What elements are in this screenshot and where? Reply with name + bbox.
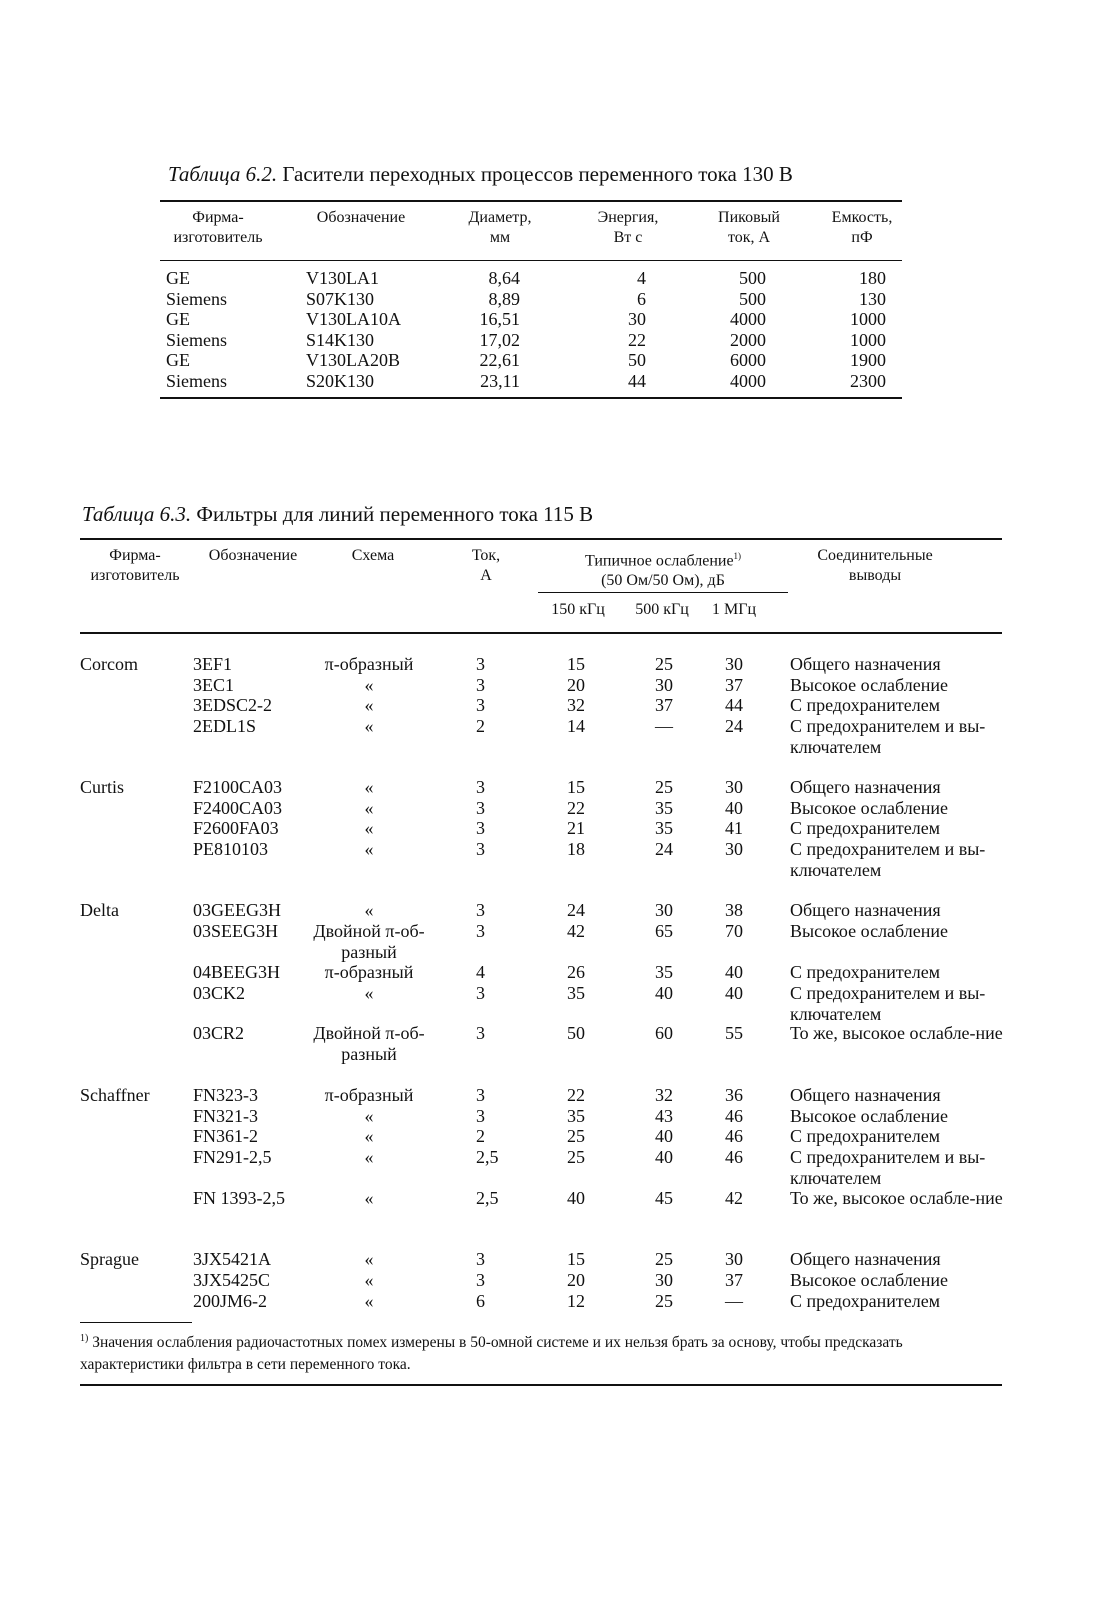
table2-cell-terminals: Высокое ослабление	[790, 1270, 948, 1290]
table2-cell-terminals: С предохранителем и вы-ключателем	[790, 839, 986, 880]
table2-header-designation: Обозначение	[208, 547, 298, 564]
table2-cell-circuit: «	[364, 983, 374, 1003]
table2-cell-a500: 30	[655, 675, 673, 695]
table2-cell-model: 3JX5421A	[193, 1249, 272, 1269]
table2-cell-model: 200JM6-2	[193, 1291, 268, 1311]
table2-cell-model: FN 1393-2,5	[193, 1188, 286, 1208]
table1-cell-capacitance: 130	[859, 288, 886, 309]
table2-cell-model: 3EDSC2-2	[193, 695, 273, 715]
table2-cell-circuit: π-образный	[324, 962, 414, 982]
table2-cell-terminals: С предохранителем	[790, 1126, 941, 1146]
table1-header-cell: Емкость, пФ	[831, 209, 893, 246]
table2-cell-current: 3	[476, 1270, 485, 1290]
table2-cell-a1m: 44	[725, 695, 743, 715]
table1-cell-maker: GE	[166, 309, 190, 329]
table2-cell-a1m: 30	[725, 1249, 743, 1269]
table2-cell-maker: Corcom	[80, 654, 138, 674]
table2-cell-circuit: «	[364, 900, 374, 920]
table2-cell-a150: 35	[567, 983, 585, 1003]
table2-cell-current: 6	[476, 1291, 485, 1311]
table2-cell-maker: Sprague	[80, 1249, 139, 1269]
table2-cell-current: 3	[476, 695, 485, 715]
table2-cell-current: 3	[476, 777, 485, 797]
table2-cell-circuit: «	[364, 675, 374, 695]
table2-cell-a1m: 55	[725, 1023, 743, 1043]
table2-header-circuit: Схема	[351, 547, 395, 564]
table1-cell-designation: V130LA10A	[306, 309, 401, 329]
table2-cell-current: 4	[476, 962, 485, 982]
table1-cell-designation: V130LA1	[306, 268, 379, 288]
table2-cell-circuit: «	[364, 716, 374, 736]
table2-cell-terminals: С предохранителем	[790, 818, 941, 838]
table2-cell-a1m: 46	[725, 1126, 743, 1146]
table1-cell-energy: 30	[628, 309, 646, 329]
table2-cell-a150: 21	[567, 818, 585, 838]
table2-cell-terminals: Высокое ослабление	[790, 798, 948, 818]
attenuation-footnote-ref: 1)	[733, 551, 742, 561]
table2-cell-circuit: Двойной π-об-разный	[313, 1023, 425, 1064]
table1-cell-diameter: 17,02	[479, 329, 520, 350]
table1-cell-peak-current: 2000	[730, 329, 766, 350]
table2-cell-circuit: «	[364, 1291, 374, 1311]
table2-cell-a150: 15	[567, 1249, 585, 1269]
table2-cell-model: 2EDL1S	[193, 716, 256, 736]
table2-cell-a150: 20	[567, 1270, 585, 1290]
table2-cell-current: 3	[476, 798, 485, 818]
table1-cell-designation: S14K130	[306, 329, 375, 350]
table1-cell-maker: Siemens	[166, 329, 227, 350]
table2-caption-text: Фильтры для линий переменного тока 115 В	[196, 502, 594, 526]
table2-cell-terminals: Общего назначения	[790, 1249, 941, 1269]
table2-cell-current: 3	[476, 983, 485, 1003]
table2-cell-a150: 26	[567, 962, 585, 982]
table2-cell-model: F2400CA03	[193, 798, 283, 818]
table2-cell-a150: 22	[567, 1085, 585, 1105]
table2-cell-a500: 40	[655, 1147, 673, 1167]
table1-cell-energy: 22	[628, 329, 646, 350]
table2-cell-a150: 15	[567, 654, 585, 674]
table2-header-current: Ток, А	[471, 547, 501, 584]
table2-cell-current: 3	[476, 1106, 485, 1126]
table2-cell-a150: 24	[567, 900, 585, 920]
table1-cell-capacitance: 1900	[850, 350, 886, 370]
table2-cell-circuit: «	[364, 1249, 374, 1269]
table2-cell-terminals: Общего назначения	[790, 777, 941, 797]
table2-cell-circuit: «	[364, 818, 374, 838]
table2-cell-circuit: «	[364, 695, 374, 715]
table2-cell-current: 3	[476, 839, 485, 859]
table2-header-rule	[80, 632, 1002, 634]
table1-cell-designation: S20K130	[306, 370, 375, 391]
table2-cell-a150: 35	[567, 1106, 585, 1126]
table1-cell-peak-current: 4000	[730, 309, 766, 329]
table1-cell-peak-current: 500	[739, 288, 766, 309]
table2-cell-terminals: С предохранителем	[790, 962, 941, 982]
table1-header-rule	[160, 260, 902, 261]
table2-cell-a150: 25	[567, 1147, 585, 1167]
table1-caption-label: Таблица 6.2.	[168, 162, 278, 186]
table2-cell-current: 2,5	[476, 1188, 499, 1208]
table2-cell-a500: 32	[655, 1085, 673, 1105]
table2-cell-a500: 40	[655, 1126, 673, 1146]
table2-cell-model: 3JX5425C	[193, 1270, 271, 1290]
table2-cell-a1m: 30	[725, 654, 743, 674]
table1-cell-capacitance: 1000	[850, 309, 886, 329]
table2-cell-maker: Schaffner	[80, 1085, 150, 1105]
table1-cell-maker: GE	[166, 350, 190, 370]
table2-cell-a1m: 38	[725, 900, 743, 920]
table2-header-freq-1m: 1 МГц	[711, 601, 757, 618]
table2-cell-a500: 25	[655, 1249, 673, 1269]
table2-cell-a150: 22	[567, 798, 585, 818]
table1-header-cell: Пиковый ток, А	[718, 209, 780, 246]
table2-cell-current: 3	[476, 818, 485, 838]
table2-cell-terminals: С предохранителем и вы-ключателем	[790, 983, 986, 1024]
table2-cell-current: 3	[476, 654, 485, 674]
table2-cell-circuit: «	[364, 1270, 374, 1290]
table1-cell-designation: V130LA20B	[306, 350, 400, 370]
table2-cell-terminals: То же, высокое ослабле-ние	[790, 1023, 1003, 1043]
table2-cell-a1m: 30	[725, 777, 743, 797]
table2-cell-a150: 50	[567, 1023, 585, 1043]
table2-cell-circuit: «	[364, 1147, 374, 1167]
table2-cell-a500: 45	[655, 1188, 673, 1208]
table1-cell-peak-current: 6000	[730, 350, 766, 370]
table2-cell-model: FN291-2,5	[193, 1147, 272, 1167]
table2-cell-a150: 15	[567, 777, 585, 797]
table2-cell-model: 03CR2	[193, 1023, 245, 1043]
table2-cell-a500: —	[655, 716, 673, 736]
table1-cell-diameter: 22,61	[479, 350, 520, 370]
table2-cell-maker: Delta	[80, 900, 119, 920]
table2-cell-model: 03SEEG3H	[193, 921, 278, 941]
table2-header-freq-500: 500 кГц	[635, 601, 689, 618]
table2-cell-a150: 25	[567, 1126, 585, 1146]
table1-bottom-rule	[160, 397, 902, 399]
table1-cell-peak-current: 500	[739, 268, 766, 288]
table2-header-terminals: Соединительные выводы	[817, 547, 933, 584]
table2-cell-circuit: «	[364, 1126, 374, 1146]
table1-header-cell: Фирма- изготовитель	[173, 209, 263, 246]
table2-cell-circuit: «	[364, 1106, 374, 1126]
table2-cell-a500: 24	[655, 839, 673, 859]
table2-cell-terminals: То же, высокое ослабле-ние	[790, 1188, 1003, 1208]
table2-cell-a500: 35	[655, 962, 673, 982]
table2-cell-terminals: Общего назначения	[790, 654, 941, 674]
table1-cell-diameter: 16,51	[479, 309, 520, 329]
table2-cell-a500: 25	[655, 777, 673, 797]
table1-cell-capacitance: 2300	[850, 370, 886, 391]
table2-cell-model: 3EC1	[193, 675, 235, 695]
table1-cell-maker: GE	[166, 268, 190, 288]
table2-cell-model: 04BEEG3H	[193, 962, 280, 982]
table2-cell-a150: 20	[567, 675, 585, 695]
table2-cell-terminals: С предохранителем и вы-ключателем	[790, 716, 986, 757]
footnote-text: Значения ослабления радиочастотных помех измерены в 50-омной системе и их нельзя брать за основу, чтобы предсказать характеристики фильтра в сети переменного тока.	[80, 1334, 903, 1374]
table2-cell-a150: 42	[567, 921, 585, 941]
table2-cell-model: FN321-3	[193, 1106, 259, 1126]
table2-cell-model: 3EF1	[193, 654, 233, 674]
table2-cell-current: 3	[476, 921, 485, 941]
table2-cell-terminals: Высокое ослабление	[790, 1106, 948, 1126]
table2-cell-a1m: 40	[725, 798, 743, 818]
table2-cell-current: 2	[476, 1126, 485, 1146]
table2-cell-current: 3	[476, 900, 485, 920]
table2-cell-a500: 60	[655, 1023, 673, 1043]
table2-cell-a1m: 36	[725, 1085, 743, 1105]
table2-cell-a500: 25	[655, 1291, 673, 1311]
table1-cell-diameter: 8,89	[488, 288, 520, 309]
table2-cell-current: 2,5	[476, 1147, 499, 1167]
table2-cell-model: PE810103	[193, 839, 269, 859]
table2-cell-model: FN361-2	[193, 1126, 259, 1146]
table1-cell-capacitance: 1000	[850, 329, 886, 350]
table1-cell-diameter: 8,64	[488, 268, 520, 288]
table2-cell-a500: 30	[655, 900, 673, 920]
table2-cell-current: 3	[476, 675, 485, 695]
table2-cell-current: 3	[476, 1249, 485, 1269]
table2-cell-terminals: Высокое ослабление	[790, 921, 948, 941]
table2-cell-circuit: «	[364, 777, 374, 797]
table2-cell-a150: 18	[567, 839, 585, 859]
table1-cell-designation: S07K130	[306, 288, 375, 309]
table2-cell-model: 03CK2	[193, 983, 246, 1003]
table2-footnote-rule	[80, 1322, 192, 1323]
table2-cell-a150: 14	[567, 716, 585, 736]
table2-cell-circuit: «	[364, 798, 374, 818]
table2-cell-circuit: Двойной π-об-разный	[313, 921, 425, 962]
table2-cell-maker: Curtis	[80, 777, 125, 797]
table2-cell-terminals: Общего назначения	[790, 1085, 941, 1105]
table2-cell-a500: 37	[655, 695, 673, 715]
table2-cell-model: FN323-3	[193, 1085, 259, 1105]
table2-cell-a500: 35	[655, 798, 673, 818]
table1-header-cell: Энергия, Вт с	[597, 209, 659, 246]
table1-cell-energy: 4	[637, 268, 646, 288]
table2-cell-a500: 40	[655, 983, 673, 1003]
footnote-marker: 1)	[80, 1333, 89, 1344]
table2-cell-current: 3	[476, 1023, 485, 1043]
table1-cell-capacitance: 180	[859, 268, 886, 288]
table2-cell-a1m: 70	[725, 921, 743, 941]
table1-cell-maker: Siemens	[166, 370, 227, 391]
table2-cell-circuit: π-образный	[324, 1085, 414, 1105]
table2-cell-terminals: Общего назначения	[790, 900, 941, 920]
table2-cell-circuit: «	[364, 1188, 374, 1208]
table2-cell-model: 03GEEG3H	[193, 900, 281, 920]
table1-cell-energy: 6	[637, 288, 646, 309]
table2-cell-a500: 30	[655, 1270, 673, 1290]
table2-cell-current: 2	[476, 716, 485, 736]
table2-cell-a150: 12	[567, 1291, 585, 1311]
table2-cell-terminals: Высокое ослабление	[790, 675, 948, 695]
table2-cell-a500: 25	[655, 654, 673, 674]
table1-cell-energy: 50	[628, 350, 646, 370]
table2-cell-a1m: 24	[725, 716, 743, 736]
table2-cell-terminals: С предохранителем	[790, 695, 941, 715]
table1-cell-energy: 44	[628, 370, 646, 391]
table1-cell-peak-current: 4000	[730, 370, 766, 391]
table2-cell-terminals: С предохранителем и вы-ключателем	[790, 1147, 986, 1188]
table2-cell-a1m: 37	[725, 1270, 743, 1290]
table2-header-attenuation: Типичное ослабление$^{1)}$ (50 Ом/50 Ом), дБ	[584, 551, 742, 590]
table2-header-freq-150: 150 кГц	[551, 601, 605, 618]
table2-cell-a1m: 37	[725, 675, 743, 695]
table2-cell-a150: 32	[567, 695, 585, 715]
table1-header-cell: Обозначение	[316, 209, 406, 226]
table2-cell-a1m: 40	[725, 983, 743, 1003]
table2-cell-a1m: 42	[725, 1188, 743, 1208]
table2-header-maker: Фирма- изготовитель	[90, 547, 180, 584]
table2-cell-a500: 65	[655, 921, 673, 941]
table2-cell-a1m: 41	[725, 818, 743, 838]
table2-cell-a1m: 30	[725, 839, 743, 859]
table2-cell-a500: 35	[655, 818, 673, 838]
table1-caption-text: Гасители переходных процессов переменного тока 130 В	[282, 162, 793, 186]
table2-cell-a1m: 40	[725, 962, 743, 982]
table2-bottom-rule	[80, 1384, 1002, 1386]
table2-cell-a1m: 46	[725, 1147, 743, 1167]
table2-cell-terminals: С предохранителем	[790, 1291, 941, 1311]
table2-cell-circuit: «	[364, 839, 374, 859]
table2-cell-a500: 43	[655, 1106, 673, 1126]
table1-cell-diameter: 23,11	[480, 370, 520, 391]
table2-footnote	[80, 1328, 1000, 1376]
table2-cell-circuit: π-образный	[324, 654, 414, 674]
table2-top-rule	[80, 538, 1002, 540]
table2-caption	[82, 502, 593, 527]
table1-cell-maker: Siemens	[166, 288, 227, 309]
table2-cell-model: F2600FA03	[193, 818, 279, 838]
table2-cell-a150: 40	[567, 1188, 585, 1208]
table2-cell-a1m: 46	[725, 1106, 743, 1126]
table2-cell-a1m: —	[725, 1291, 743, 1311]
table1-caption	[168, 162, 793, 187]
table2-attenuation-subrule	[538, 592, 788, 593]
table1-header-cell: Диаметр, мм	[468, 209, 532, 246]
table2-caption-label: Таблица 6.3.	[82, 502, 192, 526]
table2-cell-current: 3	[476, 1085, 485, 1105]
table2-cell-model: F2100CA03	[193, 777, 283, 797]
table1-top-rule	[160, 200, 902, 202]
